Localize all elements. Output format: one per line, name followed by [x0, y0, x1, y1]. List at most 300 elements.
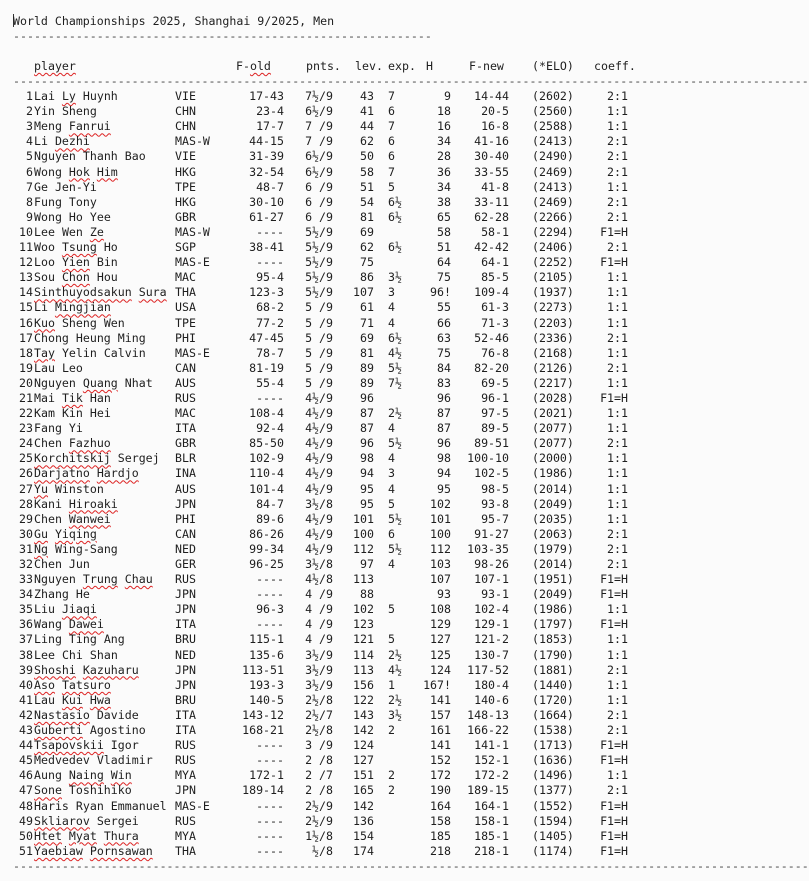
cell-pnts: 5 /9 [305, 300, 333, 315]
cell-exp: 2 [388, 723, 395, 738]
cell-fold: 101-4 [249, 481, 284, 496]
cell-exp: 7 [388, 119, 395, 134]
cell-rank: 27 [19, 481, 33, 496]
cell-lev: 100 [353, 526, 374, 541]
cell-lev: 107 [353, 285, 374, 300]
cell-h: 164 [430, 798, 451, 813]
cell-h: 87 [437, 421, 451, 436]
cell-coeff: F1=H [600, 798, 628, 813]
cell-country: CAN [175, 360, 196, 375]
table-row [13, 436, 643, 451]
cell-lev: 41 [360, 104, 374, 119]
cell-lev: 98 [360, 451, 374, 466]
cell-name: Korchitskij Sergej [34, 451, 160, 466]
cell-rank: 49 [19, 813, 33, 828]
cell-rank: 31 [19, 541, 33, 556]
cell-h: 157 [430, 707, 451, 722]
cell-lev: 95 [360, 481, 374, 496]
cell-elo: (1713) [532, 738, 574, 753]
cell-country: MYA [175, 828, 196, 843]
col-header-player: player [34, 59, 76, 73]
cell-name: Chen Fazhuo [34, 436, 111, 451]
cell-coeff: 1:1 [607, 451, 628, 466]
cell-name: Nguyen Trung Chau [34, 572, 153, 587]
cell-country: RUS [175, 813, 196, 828]
cell-exp: 5½ [388, 541, 402, 556]
cell-elo: (1720) [532, 692, 574, 707]
cell-elo: (2469) [532, 194, 574, 209]
table-row [13, 783, 643, 798]
cell-h: 98 [437, 451, 451, 466]
cell-exp: 6½ [388, 240, 402, 255]
cell-h: 36 [437, 164, 451, 179]
cell-rank: 14 [19, 285, 33, 300]
cell-h: 93 [437, 587, 451, 602]
cell-exp: 2½ [388, 647, 402, 662]
cell-country: RUS [175, 738, 196, 753]
cell-coeff: 2:1 [607, 707, 628, 722]
cell-name: Yu Winston [34, 481, 104, 496]
cell-name: Chen Wanwei [34, 511, 111, 526]
cell-fnew: 89-5 [481, 421, 509, 436]
cell-elo: (2273) [532, 300, 574, 315]
cell-fold: 77-2 [256, 315, 284, 330]
table-row [13, 587, 643, 602]
cell-pnts: 6 /9 [305, 209, 333, 224]
cell-rank: 5 [26, 149, 33, 164]
cell-h: 64 [437, 255, 451, 270]
cell-fnew: 30-40 [474, 149, 509, 164]
cell-pnts: 4½/9 [305, 526, 333, 541]
cell-name: Mai Tik Han [34, 390, 111, 405]
cell-fold: 89-6 [256, 511, 284, 526]
cell-country: BRU [175, 692, 196, 707]
cell-name: Haris Ryan Emmanuel [34, 798, 167, 813]
cell-country: VIE [175, 149, 196, 164]
cell-fold: 78-7 [256, 345, 284, 360]
cell-fnew: 69-5 [481, 375, 509, 390]
cell-lev: 95 [360, 496, 374, 511]
cell-exp: 2 [388, 783, 395, 798]
cell-country: MAS-E [175, 345, 210, 360]
table-row [13, 542, 643, 557]
cell-h: 158 [430, 813, 451, 828]
cell-name: Fang Yi [34, 421, 83, 436]
cell-elo: (2469) [532, 164, 574, 179]
cell-pnts: 3½/8 [305, 496, 333, 511]
cell-coeff: 1:1 [607, 496, 628, 511]
cell-lev: 54 [360, 194, 374, 209]
cell-country: NED [175, 541, 196, 556]
cell-h: 102 [430, 496, 451, 511]
cell-exp: 2½ [388, 692, 402, 707]
cell-fold: 115-1 [249, 632, 284, 647]
cell-country: THA [175, 285, 196, 300]
cell-name: Chong Heung Ming [34, 330, 146, 345]
cell-fnew: 130-7 [474, 647, 509, 662]
cell-fold: 84-7 [256, 496, 284, 511]
cell-h: 95 [437, 481, 451, 496]
cell-coeff: 2:1 [607, 526, 628, 541]
table-row [13, 768, 643, 783]
cell-fnew: 85-5 [481, 270, 509, 285]
cell-h: 161 [430, 723, 451, 738]
cell-elo: (1986) [532, 602, 574, 617]
cell-pnts: 5½/9 [305, 240, 333, 255]
cell-h: 84 [437, 360, 451, 375]
cell-pnts: 3½/9 [305, 677, 333, 692]
cell-fnew: 98-5 [481, 481, 509, 496]
cell-pnts: 6 /9 [305, 194, 333, 209]
cell-fnew: 140-6 [474, 692, 509, 707]
cell-coeff: F1=H [600, 587, 628, 602]
cell-pnts: 7 /9 [305, 134, 333, 149]
cell-elo: (2049) [532, 587, 574, 602]
cell-coeff: 1:1 [607, 179, 628, 194]
cell-elo: (1538) [532, 723, 574, 738]
cell-fnew: 152-1 [474, 753, 509, 768]
cell-fold: ---- [256, 390, 284, 405]
cell-fnew: 62-28 [474, 209, 509, 224]
cell-fold: 140-5 [249, 692, 284, 707]
cell-name: Medvedev Vladimir [34, 753, 153, 768]
cell-pnts: 3 /9 [305, 738, 333, 753]
cell-country: GBR [175, 209, 196, 224]
cell-fold: 172-1 [249, 768, 284, 783]
cell-lev: 113 [353, 572, 374, 587]
cell-name: Lau Kui Hwa [34, 692, 111, 707]
cell-name: Ge Jen-Yi [34, 179, 97, 194]
cell-coeff: 1:1 [607, 285, 628, 300]
cell-elo: (1377) [532, 783, 574, 798]
cell-lev: 174 [353, 843, 374, 858]
cell-fold: ---- [256, 798, 284, 813]
cell-pnts: 7 /9 [305, 119, 333, 134]
cell-name: Loo Yien Bin [34, 255, 118, 270]
cell-fnew: 95-7 [481, 511, 509, 526]
cell-exp: 7½ [388, 375, 402, 390]
cell-name: Fung Tony [34, 194, 97, 209]
cell-lev: 165 [353, 783, 374, 798]
cell-name: Li Dezhi [34, 134, 90, 149]
cell-exp: 5 [388, 602, 395, 617]
cell-country: USA [175, 300, 196, 315]
cell-pnts: 5 /9 [305, 330, 333, 345]
table-row [13, 632, 643, 647]
cell-coeff: 2:1 [607, 783, 628, 798]
cell-h: 63 [437, 330, 451, 345]
cell-elo: (2560) [532, 104, 574, 119]
cell-rank: 10 [19, 224, 33, 239]
cell-name: Zhang He [34, 587, 90, 602]
cell-pnts: 4½/9 [305, 511, 333, 526]
table-row [13, 165, 643, 180]
cell-fnew: 185-1 [474, 828, 509, 843]
cell-elo: (2077) [532, 436, 574, 451]
cell-rank: 13 [19, 270, 33, 285]
cell-fnew: 100-10 [467, 451, 509, 466]
cell-lev: 44 [360, 119, 374, 134]
cell-lev: 124 [353, 738, 374, 753]
cell-lev: 43 [360, 89, 374, 104]
cell-rank: 22 [19, 406, 33, 421]
cell-lev: 122 [353, 692, 374, 707]
cell-name: Chen Jun [34, 557, 90, 571]
cell-country: PHI [175, 330, 196, 345]
cell-rank: 19 [19, 360, 33, 375]
cell-rank: 18 [19, 345, 33, 360]
table-row [13, 829, 643, 844]
cell-rank: 2 [26, 104, 33, 119]
table-row [13, 799, 643, 814]
cell-fold: 47-45 [249, 330, 284, 345]
cell-elo: (1636) [532, 753, 574, 768]
cell-lev: 89 [360, 360, 374, 375]
cell-pnts: 2 /8 [305, 783, 333, 798]
table-row [13, 270, 643, 285]
cell-exp: 4 [388, 315, 395, 330]
cell-elo: (2077) [532, 421, 574, 436]
cell-name: Ng Wing-Sang [34, 541, 118, 556]
cell-h: 96 [437, 390, 451, 405]
cell-rank: 25 [19, 451, 33, 466]
cell-lev: 88 [360, 587, 374, 602]
table-row [13, 678, 643, 693]
cell-elo: (2035) [532, 511, 574, 526]
cell-pnts: 5 /9 [305, 345, 333, 360]
cell-coeff: 1:1 [607, 104, 628, 119]
table-row [13, 663, 643, 678]
cell-elo: (2217) [532, 375, 574, 390]
cell-rank: 30 [19, 526, 33, 541]
cell-name: Nguyen Quang Nhat [34, 375, 153, 390]
cell-fnew: 33-11 [474, 194, 509, 209]
cell-h: 100 [430, 526, 451, 541]
cell-exp: 4 [388, 300, 395, 315]
cell-pnts: 6 /9 [305, 179, 333, 194]
document[interactable] [13, 14, 809, 874]
cell-rank: 3 [26, 119, 33, 134]
cell-rank: 26 [19, 466, 33, 481]
cell-fnew: 121-2 [474, 632, 509, 647]
table-row [13, 497, 643, 512]
table-row [13, 572, 643, 587]
cell-fold: 99-34 [249, 541, 284, 556]
cell-coeff: 2:1 [607, 164, 628, 179]
cell-elo: (1664) [532, 707, 574, 722]
cell-fnew: 41-16 [474, 134, 509, 149]
cell-rank: 17 [19, 330, 33, 345]
cell-rank: 16 [19, 315, 33, 330]
cell-coeff: 2:1 [607, 240, 628, 255]
table-row [13, 451, 643, 466]
cell-coeff: 1:1 [607, 481, 628, 496]
cell-rank: 44 [19, 738, 33, 753]
cell-country: ITA [175, 707, 196, 722]
cell-fnew: 172-2 [474, 768, 509, 783]
cell-elo: (2014) [532, 557, 574, 571]
cell-h: 190 [430, 783, 451, 798]
cell-pnts: 5½/9 [305, 255, 333, 270]
cell-name: Darjatno Hardjo [34, 466, 139, 481]
cell-fnew: 14-44 [474, 89, 509, 104]
table-row [13, 844, 643, 859]
results-table [13, 89, 643, 859]
cell-pnts: 6½/9 [305, 104, 333, 119]
cell-country: SGP [175, 240, 196, 255]
cell-h: 107 [430, 572, 451, 587]
col-header-coeff: coeff. [594, 59, 636, 73]
cell-coeff: 2:1 [607, 557, 628, 571]
cell-lev: 96 [360, 390, 374, 405]
cell-name: Lee Wen Ze [34, 224, 104, 239]
cell-rank: 38 [19, 647, 33, 662]
cell-rank: 32 [19, 557, 33, 571]
cell-fold: 108-4 [249, 406, 284, 421]
cell-name: Lee Chi Shan [34, 647, 118, 662]
cell-coeff: 2:1 [607, 541, 628, 556]
cell-exp: 2½ [388, 406, 402, 421]
table-row [13, 285, 643, 300]
cell-coeff: 2:1 [607, 330, 628, 345]
cell-rank: 51 [19, 843, 33, 858]
cell-pnts: 2½/7 [305, 707, 333, 722]
table-row [13, 210, 643, 225]
cell-elo: (2294) [532, 224, 574, 239]
cell-lev: 62 [360, 240, 374, 255]
cell-h: 152 [430, 753, 451, 768]
cell-pnts: 5 /9 [305, 360, 333, 375]
table-row [13, 406, 643, 421]
cell-lev: 101 [353, 511, 374, 526]
cell-coeff: 1:1 [607, 270, 628, 285]
cell-elo: (1853) [532, 632, 574, 647]
cell-pnts: 4½/9 [305, 466, 333, 481]
table-row [13, 240, 643, 255]
cell-country: MAS-E [175, 798, 210, 813]
cell-fnew: 98-26 [474, 557, 509, 571]
cell-coeff: 1:1 [607, 345, 628, 360]
cell-lev: 51 [360, 179, 374, 194]
cell-h: 185 [430, 828, 451, 843]
cell-rank: 29 [19, 511, 33, 526]
cell-elo: (1552) [532, 798, 574, 813]
cell-lev: 114 [353, 647, 374, 662]
cell-country: HKG [175, 194, 196, 209]
cell-rank: 28 [19, 496, 33, 511]
cell-pnts: 2½/9 [305, 813, 333, 828]
cell-h: 101 [430, 511, 451, 526]
cell-rank: 23 [19, 421, 33, 436]
cell-elo: (2028) [532, 390, 574, 405]
cell-pnts: 2½/8 [305, 692, 333, 707]
cell-name: Li Mingjian [34, 300, 111, 315]
cell-exp: 6 [388, 526, 395, 541]
cell-pnts: 5 /9 [305, 375, 333, 390]
cell-country: THA [175, 843, 196, 858]
cell-elo: (2413) [532, 134, 574, 149]
cell-country: TPE [175, 315, 196, 330]
cell-coeff: 1:1 [607, 406, 628, 421]
cell-coeff: F1=H [600, 572, 628, 587]
cell-elo: (2602) [532, 89, 574, 104]
cell-fnew: 82-20 [474, 360, 509, 375]
cell-country: RUS [175, 390, 196, 405]
cell-elo: (2063) [532, 526, 574, 541]
cell-fold: 48-7 [256, 179, 284, 194]
cell-fold: 110-4 [249, 466, 284, 481]
cell-fnew: 117-52 [467, 662, 509, 677]
cell-exp: 5½ [388, 360, 402, 375]
cell-exp: 7 [388, 89, 395, 104]
cell-fnew: 76-8 [481, 345, 509, 360]
cell-h: 75 [437, 270, 451, 285]
cell-fnew: 103-35 [467, 541, 509, 556]
cell-elo: (2105) [532, 270, 574, 285]
cell-fold: 17-43 [249, 89, 284, 104]
cell-h: 127 [430, 632, 451, 647]
cell-rank: 45 [19, 753, 33, 768]
cell-coeff: 2:1 [607, 149, 628, 164]
cell-fold: ---- [256, 587, 284, 602]
table-row [13, 814, 643, 829]
cell-h: 96! [430, 285, 451, 300]
cell-exp: 4 [388, 451, 395, 466]
cell-lev: 112 [353, 541, 374, 556]
cell-pnts: 1½/8 [305, 828, 333, 843]
cell-country: ITA [175, 617, 196, 632]
cell-name: Sinthuyodsakun Sura [34, 285, 167, 300]
cell-lev: 156 [353, 677, 374, 692]
cell-rank: 11 [19, 240, 33, 255]
cell-exp: 6½ [388, 194, 402, 209]
cell-coeff: F1=H [600, 753, 628, 768]
cell-lev: 50 [360, 149, 374, 164]
cell-coeff: 1:1 [607, 375, 628, 390]
cell-lev: 87 [360, 406, 374, 421]
cell-country: NED [175, 647, 196, 662]
cell-fold: 81-19 [249, 360, 284, 375]
cell-exp: 1 [388, 677, 395, 692]
table-row [13, 738, 643, 753]
cell-pnts: 7½/9 [305, 89, 333, 104]
table-row [13, 180, 643, 195]
cell-fnew: 41-8 [481, 179, 509, 194]
cell-fold: 55-4 [256, 375, 284, 390]
cell-country: BRU [175, 632, 196, 647]
cell-fnew: 42-42 [474, 240, 509, 255]
table-row [13, 391, 643, 406]
cell-lev: 121 [353, 632, 374, 647]
cell-fnew: 164-1 [474, 798, 509, 813]
cell-name: Lau Leo [34, 360, 83, 375]
cell-h: 51 [437, 240, 451, 255]
cell-exp: 3 [388, 285, 395, 300]
cell-h: 38 [437, 194, 451, 209]
cell-lev: 71 [360, 315, 374, 330]
cell-elo: (2490) [532, 149, 574, 164]
cell-coeff: F1=H [600, 224, 628, 239]
cell-elo: (1951) [532, 572, 574, 587]
cell-country: MAC [175, 270, 196, 285]
cell-elo: (2266) [532, 209, 574, 224]
cell-country: JPN [175, 662, 196, 677]
cell-coeff: 2:1 [607, 662, 628, 677]
cell-fnew: 218-1 [474, 843, 509, 858]
cell-fold: ---- [256, 255, 284, 270]
cell-rank: 15 [19, 300, 33, 315]
page-title: World Championships 2025, Shanghai 9/2025, Men [13, 14, 335, 28]
